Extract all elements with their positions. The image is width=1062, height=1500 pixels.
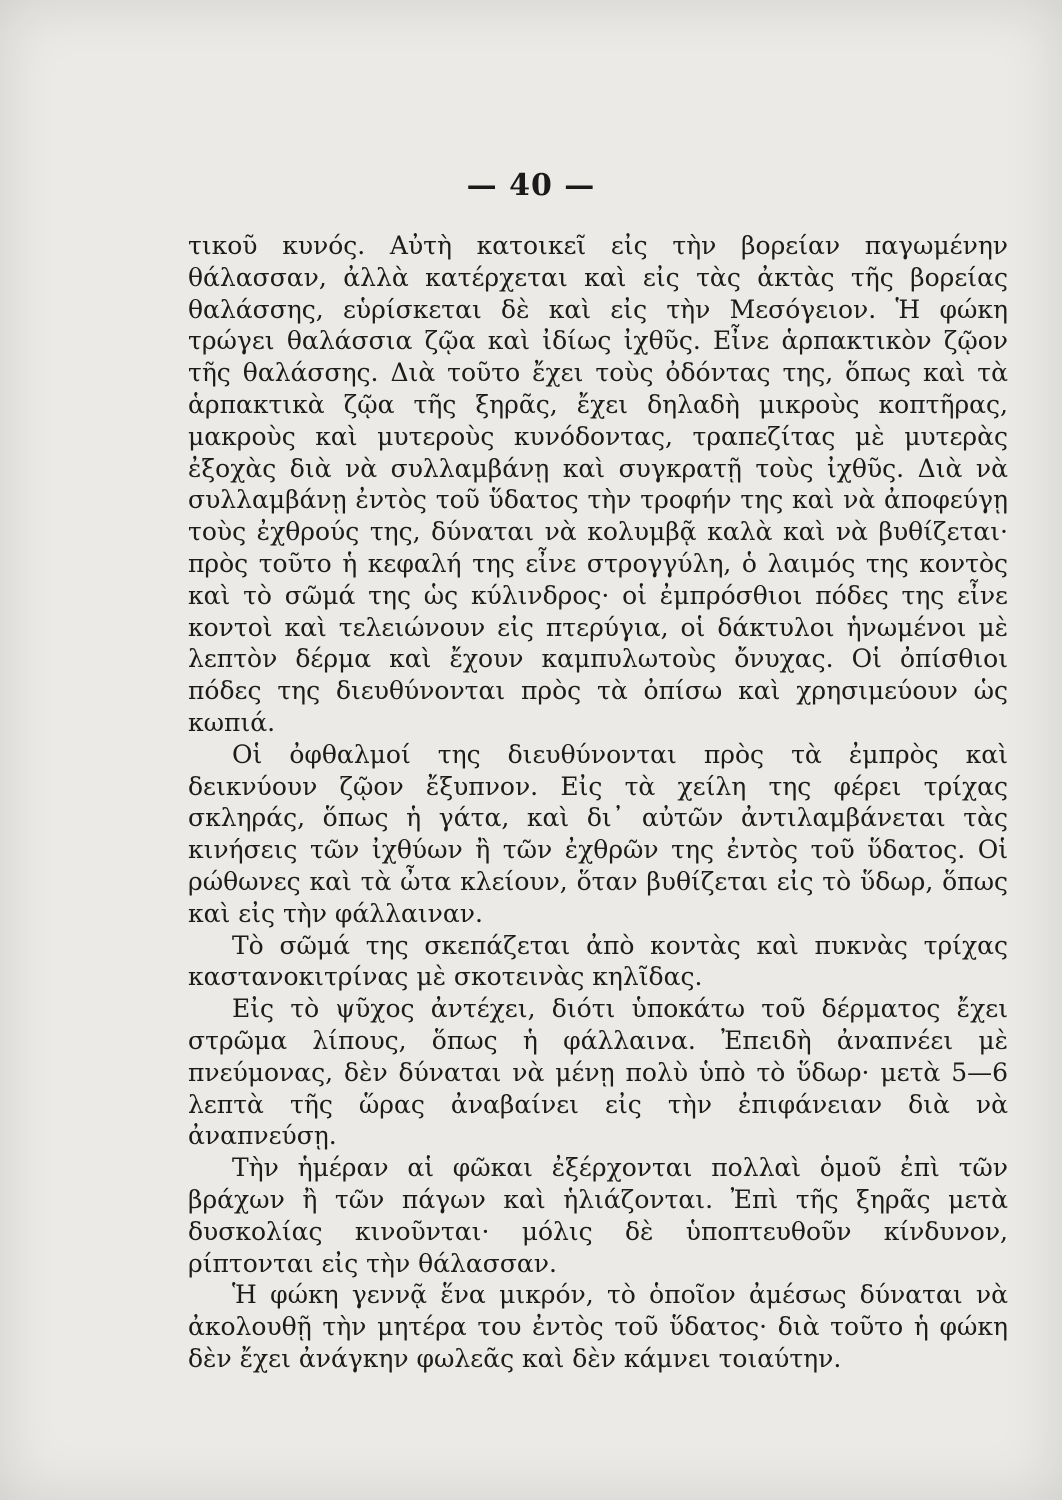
body-text [188, 230, 1008, 1375]
paragraph: Τὴν ἡμέραν αἱ φῶκαι ἐξέρχονται πολλαὶ ὁμοῦ ἐπὶ τῶν βράχων ἢ τῶν πάγων καὶ ἡλιάζονται. Ἐπὶ τῆς ξηρᾶς μετὰ δυσκολίας κινοῦνται· μόλις δὲ ὑποπτευθοῦν κίνδυνον, ρίπτονται εἰς τὴν θάλασσαν. [188, 1153, 1008, 1278]
paragraph: Οἱ ὀφθαλμοί της διευθύνονται πρὸς τὰ ἐμπρὸς καὶ δεικνύουν ζῷον ἔξυπνον. Εἰς τὰ χείλη της φέρει τρίχας σκληράς, ὅπως ἡ γάτα, καὶ δι᾽ αὐτῶν ἀντιλαμβάνεται τὰς κινήσεις τῶν ἰχθύων ἢ τῶν ἐχθρῶν της ἐντὸς τοῦ ὕδατος. Οἱ ρώθωνες καὶ τὰ ὦτα κλείουν, ὅταν βυθίζεται εἰς τὸ ὕδωρ, ὅπως καὶ εἰς τὴν φάλλαιναν. [188, 739, 1008, 928]
paragraph: Τὸ σῶμά της σκεπάζεται ἀπὸ κοντὰς καὶ πυκνὰς τρίχας καστανοκιτρίνας μὲ σκοτεινὰς κηλῖδας. [188, 930, 1008, 992]
paragraph: Ἡ φώκη γεννᾷ ἕνα μικρόν, τὸ ὁποῖον ἀμέσως δύναται νὰ ἀκολουθῇ τὴν μητέρα του ἐντὸς τοῦ ὕδατος· διὰ τοῦτο ἡ φώκη δὲν ἔχει ἀνάγκην φωλεᾶς καὶ δὲν κάμνει τοιαύτην. [188, 1280, 1008, 1373]
page-number: — 40 — [466, 168, 596, 203]
paragraph: Εἰς τὸ ψῦχος ἀντέχει, διότι ὑποκάτω τοῦ δέρματος ἔχει στρῶμα λίπους, ὅπως ἡ φάλλαινα. Ἐπειδὴ ἀναπνέει μὲ πνεύμονας, δὲν δύναται νὰ μένῃ πολὺ ὑπὸ τὸ ὕδωρ· μετὰ 5—6 λεπτὰ τῆς ὥρας ἀναβαίνει εἰς τὴν ἐπιφάνειαν διὰ νὰ ἀναπνεύσῃ. [188, 994, 1008, 1151]
paragraph: τικοῦ κυνός. Αὐτὴ κατοικεῖ εἰς τὴν βορείαν παγωμένην θάλασσαν, ἀλλὰ κατέρχεται καὶ εἰς τὰς ἀκτὰς τῆς βορείας θαλάσσης, εὑρίσκεται δὲ καὶ εἰς τὴν Μεσόγειον. Ἡ φώκη τρώγει θαλάσσια ζῷα καὶ ἰδίως ἰχθῦς. Εἶνε ἁρπακτικὸν ζῷον τῆς θαλάσσης. Διὰ τοῦτο ἔχει τοὺς ὀδόντας της, ὅπως καὶ τὰ ἁρπακτικὰ ζῷα τῆς ξηρᾶς, ἔχει δηλαδὴ μικροὺς κοπτῆρας, μακροὺς καὶ μυτεροὺς κυνόδοντας, τραπεζίτας μὲ μυτερὰς ἐξοχὰς διὰ νὰ συλλαμβάνῃ καὶ συγκρατῇ τοὺς ἰχθῦς. Διὰ νὰ συλλαμβάνῃ ἐντὸς τοῦ ὕδατος τὴν τροφήν της καὶ νὰ ἀποφεύγῃ τοὺς ἐχθρούς της, δύναται νὰ κολυμβᾷ καλὰ καὶ νὰ βυθίζεται· πρὸς τοῦτο ἡ κεφαλή της εἶνε στρογγύλη, ὁ λαιμός της κοντὸς καὶ τὸ σῶμά της ὡς κύλινδρος· οἱ ἐμπρόσθιοι πόδες της εἶνε κοντοὶ καὶ τελειώνουν εἰς πτερύγια, οἱ δάκτυλοι ἡνωμένοι μὲ λεπτὸν δέρμα καὶ ἔχουν καμπυλωτοὺς ὄνυχας. Οἱ ὀπίσθιοι πόδες της διευθύνονται πρὸς τὰ ὀπίσω καὶ χρησιμεύουν ὡς κωπιά. [188, 231, 1008, 737]
